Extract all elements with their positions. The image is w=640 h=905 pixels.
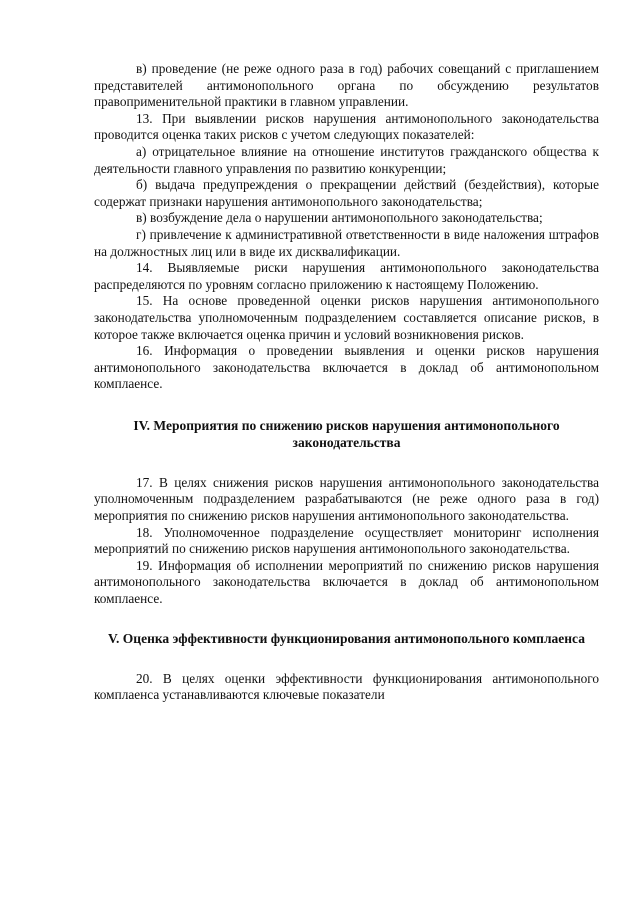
section-iv-heading: IV. Мероприятия по снижению рисков нарушения антимонопольного законодательства (133, 417, 560, 450)
paragraph-13v: в) возбуждение дела о нарушении антимонопольного законодательства; (136, 210, 543, 226)
paragraph-13: 13. При выявлении рисков нарушения антимонопольного законодательства проводится оценка таких рисков с учетом следующих показателей: (94, 110, 599, 143)
document-body (94, 61, 599, 704)
paragraph-13b: б) выдача предупреждения о прекращении действий (бездействия), которые содержат признаки нарушения антимонопольного законодательства; (94, 177, 599, 209)
paragraph-20: 20. В целях оценки эффективности функционирования антимонопольного комплаенса устанавливаются ключевые показатели (94, 670, 599, 703)
paragraph-13a: а) отрицательное влияние на отношение институтов гражданского общества к деятельности главного управления по развитию конкуренции; (94, 143, 599, 176)
section-v-heading: V. Оценка эффективности функционирования антимонопольного комплаенса (108, 630, 585, 646)
paragraph-12v: в) проведение (не реже одного раза в год) рабочих совещаний с приглашением представителей антимонопольного органа по обсуждению результатов правоприменительной практики в главном управлении. (94, 61, 599, 110)
paragraph-18: 18. Уполномоченное подразделение осуществляет мониторинг исполнения мероприятий по снижению рисков нарушения антимонопольного законодательства. (94, 524, 599, 557)
paragraph-13g: г) привлечение к административной ответственности в виде наложения штрафов на должностных лиц или в виде их дисквалификации. (94, 226, 599, 259)
paragraph-14: 14. Выявляемые риски нарушения антимонопольного законодательства распределяются по уровням согласно приложению к настоящему Положению. (94, 260, 599, 292)
paragraph-17: 17. В целях снижения рисков нарушения антимонопольного законодательства уполномоченным подразделением разрабатываются (не реже одного раза в год) мероприятия по снижению рисков нарушения антимонопольного законодательства. (94, 474, 599, 524)
paragraph-19: 19. Информация об исполнении мероприятий по снижению рисков нарушения антимонопольного законодательства включается в доклад об антимонопольном комплаенсе. (94, 557, 599, 607)
paragraph-15: 15. На основе проведенной оценки рисков нарушения антимонопольного законодательства уполномоченным подразделением составляется описание рисков, в которое также включается оценка причин и условий возникновения рисков. (94, 293, 599, 342)
paragraph-16: 16. Информация о проведении выявления и оценки рисков нарушения антимонопольного законодательства включается в доклад об антимонопольном комплаенсе. (94, 343, 599, 392)
